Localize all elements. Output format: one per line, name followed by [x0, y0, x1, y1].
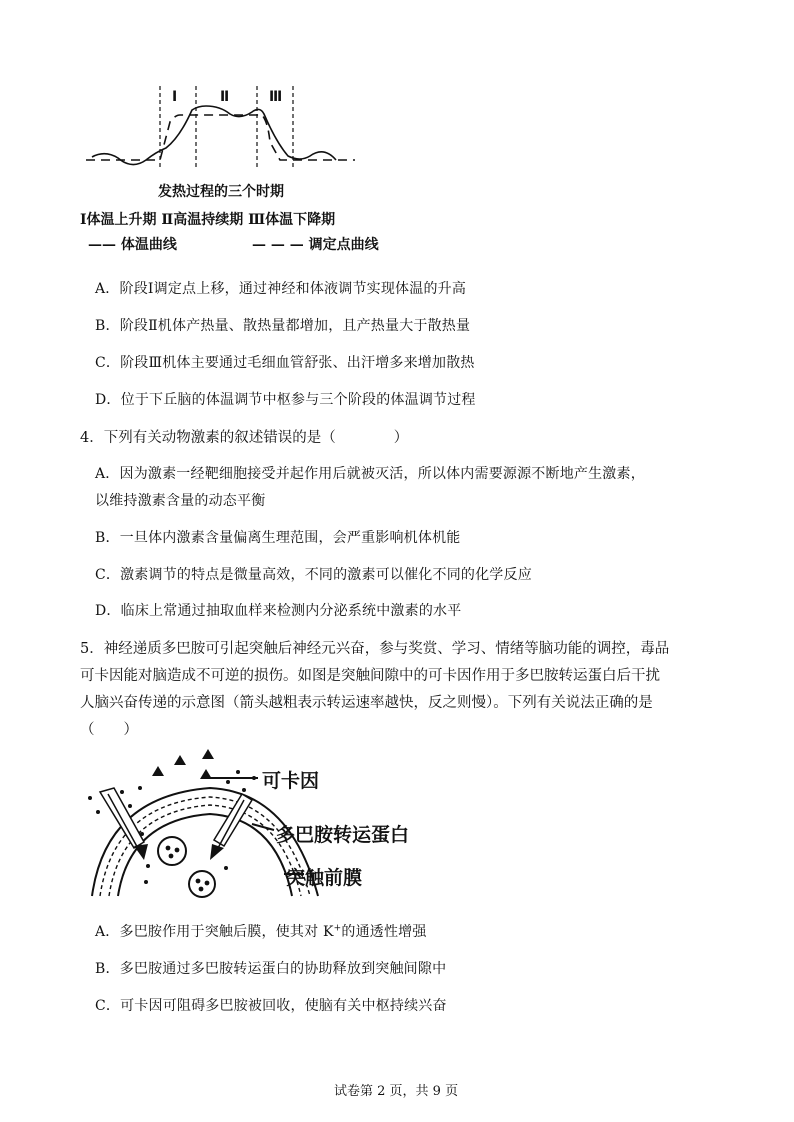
q3-option-c[interactable]: C．阶段Ⅲ机体主要通过毛细血管舒张、出汗增多来增加散热 [95, 355, 475, 371]
q4-option-a[interactable]: A．因为激素一经靶细胞接受并起作用后就被灭活，所以体内需要源源不断地产生激素， [95, 466, 645, 482]
q5-option-a[interactable] [95, 921, 427, 941]
q5-option-c[interactable]: C．可卡因可阻碍多巴胺被回收，使脑有关中枢持续兴奋 [95, 998, 447, 1014]
vesicle-1 [158, 837, 186, 865]
q5-option-a-text-end: 的通透性增强 [341, 924, 427, 940]
label-transporter: 多巴胺转运蛋白 [276, 824, 410, 846]
stage-label-3: Ⅲ [269, 89, 283, 105]
q5-stem-line3: 人脑兴奋传递的示意图（箭头越粗表示转运速率越快，反之则慢）。下列有关说法正确的是 [80, 695, 653, 711]
q5-stem-line2: 可卡因能对脑造成不可逆的损伤。如图是突触间隙中的可卡因作用于多巴胺转运蛋白后干扰 [80, 668, 660, 684]
transporter-left [100, 788, 148, 860]
q3-option-d[interactable]: D．位于下丘脑的体温调节中枢参与三个阶段的体温调节过程 [95, 392, 476, 408]
q5-stem-line4: （ ） [80, 722, 138, 738]
q4-option-d[interactable]: D．临床上常通过抽取血样来检测内分泌系统中激素的水平 [95, 603, 462, 619]
page-footer: 试卷第 2 页，共 9 页 [334, 1084, 459, 1099]
fever-figure-caption: 发热过程的三个时期 [158, 184, 284, 200]
cocaine-triangle [152, 766, 164, 776]
label-cocaine: 可卡因 [262, 770, 320, 792]
body-temperature-curve [92, 106, 336, 165]
q4-option-b[interactable]: B．一旦体内激素含量偏离生理范围，会严重影响机体机能 [95, 530, 461, 546]
stage-label-1: Ⅰ [172, 89, 178, 105]
fever-line-legend-dashed: — — — 调定点曲线 [252, 237, 379, 253]
q4-stem: 4．下列有关动物激素的叙述错误的是（ ） [80, 430, 409, 446]
fever-line-legend-solid: —— 体温曲线 [88, 237, 177, 253]
fever-stage-legend: Ⅰ体温上升期 Ⅱ高温持续期 Ⅲ体温下降期 [80, 212, 336, 228]
q5-option-b[interactable]: B．多巴胺通过多巴胺转运蛋白的协助释放到突触间隙中 [95, 961, 447, 977]
fever-process-figure [80, 82, 370, 177]
q4-option-c[interactable]: C．激素调节的特点是微量高效，不同的激素可以催化不同的化学反应 [95, 567, 532, 583]
q5-stem-line1: 5．神经递质多巴胺可引起突触后神经元兴奋，参与奖赏、学习、情绪等脑功能的调控，毒品 [80, 641, 670, 657]
cocaine-triangle [174, 755, 186, 765]
stage-label-2: Ⅱ [220, 89, 230, 105]
transporter-right [210, 794, 252, 860]
q5-option-a-superscript: + [333, 923, 342, 934]
label-membrane: 突触前膜 [286, 867, 363, 889]
q3-option-a[interactable]: A．阶段Ⅰ调定点上移，通过神经和体液调节实现体温的升高 [95, 281, 467, 297]
q3-option-b[interactable]: B．阶段Ⅱ机体产热量、散热量都增加，且产热量大于散热量 [95, 318, 471, 334]
vesicle-2 [189, 871, 215, 897]
cocaine-triangle [202, 749, 214, 759]
q4-option-a-cont: 以维持激素含量的动态平衡 [95, 493, 266, 509]
q5-option-a-text: A．多巴胺作用于突触后膜，使其对 K [95, 924, 334, 940]
